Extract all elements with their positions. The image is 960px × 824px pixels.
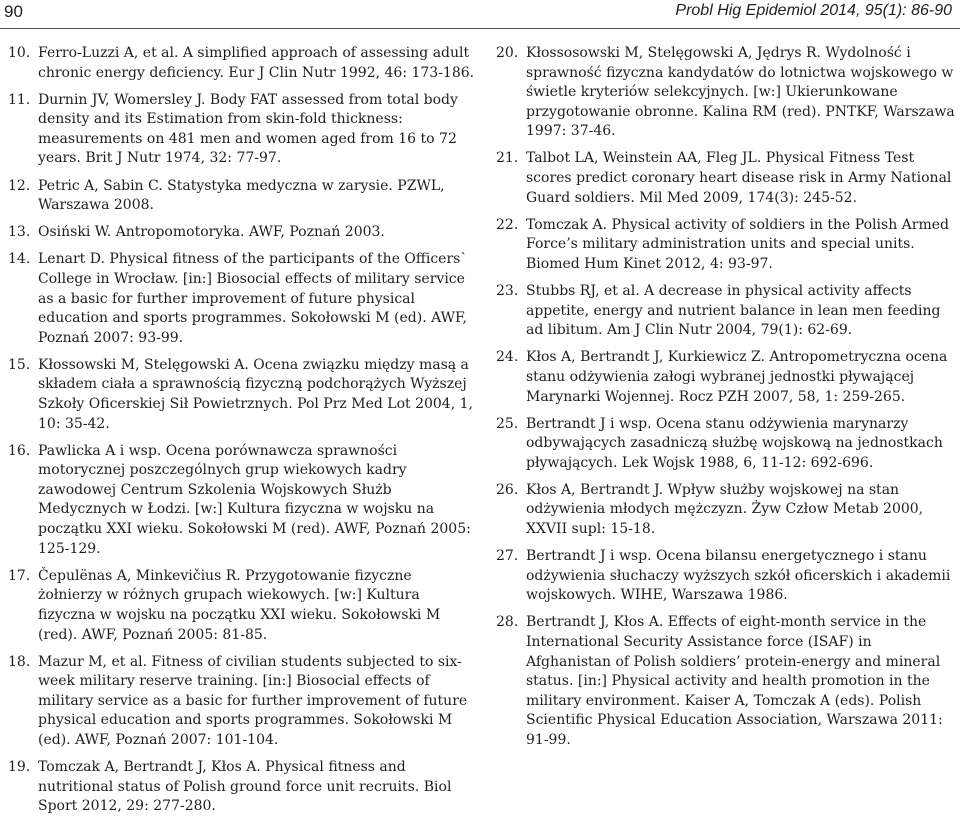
- reference-item: [496, 547, 960, 606]
- references-left-column: [8, 44, 476, 824]
- reference-text: Bertrandt J i wsp. Ocena bilansu energetycznego i stanu odżywienia słuchaczy wyższych szkół oficerskich i akademii wojskowych. WIHE, Warszawa 1986.: [526, 548, 951, 604]
- reference-number: 15.: [8, 356, 31, 373]
- reference-text: Lenart D. Physical fitness of the participants of the Officers` College in Wrocław. [in:] Biosocial effects of military service as a basic for further improvement of future physical education and sports programmes. Sokołowski M (ed). AWF, Poznań 2007: 93-99.: [38, 251, 468, 346]
- reference-number: 18.: [8, 653, 31, 670]
- reference-item: [496, 415, 960, 474]
- page-header: [0, 0, 960, 26]
- reference-item: [8, 44, 476, 83]
- reference-text: Petric A, Sabin C. Statystyka medyczna w zarysie. PZWL, Warszawa 2008.: [38, 177, 445, 214]
- reference-number: 28.: [496, 614, 519, 631]
- reference-text: Kłos A, Bertrandt J, Kurkiewicz Z. Antropometryczna ocena stanu odżywienia załogi wybranej jednostki pływającej Marynarki Wojennej. Rocz PZH 2007, 58, 1: 259-265.: [526, 349, 948, 405]
- reference-text: Bertrandt J, Kłos A. Effects of eight-month service in the International Security Assistance force (ISAF) in Afghanistan of Polish soldiers’ protein-energy and mineral status. [in:] Physical activity and health promotion in the military environment. Kaiser A, Tomczak A (eds). Polish Scientific Physical Education Association, Warszawa 2011: 91-99.: [526, 614, 943, 748]
- reference-item: [496, 44, 960, 142]
- page-number: 90: [4, 2, 23, 21]
- reference-number: 13.: [8, 224, 31, 241]
- reference-item: [8, 223, 476, 243]
- reference-number: 22.: [496, 216, 519, 233]
- reference-text: Stubbs RJ, et al. A decrease in physical activity affects appetite, energy and nutrient balance in lean men feeding ad libitum. Am J Clin Nutr 2004, 79(1): 62-69.: [526, 283, 941, 339]
- reference-number: 23.: [496, 283, 519, 300]
- reference-number: 12.: [8, 177, 31, 194]
- reference-item: [496, 282, 960, 341]
- reference-number: 16.: [8, 442, 31, 459]
- reference-item: [496, 481, 960, 540]
- reference-number: 11.: [8, 91, 31, 108]
- reference-number: 14.: [8, 251, 31, 268]
- reference-number: 20.: [496, 45, 519, 61]
- reference-text: Talbot LA, Weinstein AA, Fleg JL. Physical Fitness Test scores predict coronary heart disease risk in Army National Guard soldiers. Mil Med 2009, 174(3): 245-52.: [526, 150, 952, 206]
- reference-text: Tomczak A. Physical activity of soldiers in the Polish Armed Force’s military administration units and special units. Biomed Hum Kinet 2012, 4: 93-97.: [526, 216, 949, 272]
- reference-text: Čepulënas A, Minkevičius R. Przygotowanie fizyczne żołnierzy w różnych grupach wiekowych. [w:] Kultura fizyczna w wojsku na początku XXI wieku. Sokołowski M (red). AWF, Poznań 2005: 81-85.: [38, 567, 441, 643]
- reference-text: Tomczak A, Bertrandt J, Kłos A. Physical fitness and nutritional status of Polish ground force unit recruits. Biol Sport 2012, 29: 277-280.: [38, 759, 452, 815]
- reference-text: Kłossowski M, Stelęgowski A. Ocena związku między masą a składem ciała a sprawnością fizyczną podchorążych Wyższej Szkoły Oficerskiej Sił Powietrznych. Pol Prz Med Lot 2004, 1, 10: 35-42.: [38, 356, 473, 432]
- references-right-column: [496, 44, 960, 758]
- reference-item: [496, 613, 960, 750]
- reference-text: Durnin JV, Womersley J. Body FAT assessed from total body density and its Estimation from skin-fold thickness: measurements on 481 men and women aged from 16 to 72 years. Brit J Nutr 1974, 32: 77-97.: [38, 91, 458, 167]
- reference-text: Osiński W. Antropomotoryka. AWF, Poznań 2003.: [38, 224, 385, 241]
- reference-number: 21.: [496, 150, 519, 167]
- reference-number: 27.: [496, 548, 519, 565]
- reference-item: [8, 567, 476, 645]
- reference-text: Pawlicka A i wsp. Ocena porównawcza sprawności motorycznej poszczególnych grup wiekowych kadry zawodowej Centrum Szkolenia Wojskowych Służb Medycznych w Łodzi. [w:] Kultura fizyczna w wojsku na początku XXI wieku. Sokołowski M (red). AWF, Poznań 2005: 125-129.: [38, 442, 471, 557]
- reference-item: [8, 653, 476, 751]
- reference-text: Kłossosowski M, Stelęgowski A, Jędrys R. Wydolność i sprawność fizyczna kandydatów do lotnictwa wojskowego w świetle kryteriów selekcyjnych. [w:] Ukierunkowane przygotowanie obronne. Kalina RM (red). PNTKF, Warszawa 1997: 37-46.: [526, 45, 955, 140]
- reference-item: [8, 356, 476, 434]
- reference-number: 24.: [496, 349, 519, 366]
- reference-item: [8, 91, 476, 169]
- reference-item: [8, 442, 476, 560]
- reference-number: 25.: [496, 415, 519, 432]
- journal-citation: Probl Hig Epidemiol 2014, 95(1): 86-90: [675, 2, 952, 19]
- reference-item: [496, 348, 960, 407]
- reference-number: 26.: [496, 481, 519, 498]
- reference-item: [8, 758, 476, 817]
- reference-text: Bertrandt J i wsp. Ocena stanu odżywienia marynarzy odbywających zasadniczą służbę wojskową na jednostkach pływających. Lek Wojsk 1988, 6, 11-12: 692-696.: [526, 415, 943, 471]
- reference-item: [496, 149, 960, 208]
- reference-item: [8, 250, 476, 348]
- header-rule: [0, 28, 960, 29]
- reference-number: 17.: [8, 567, 31, 584]
- reference-text: Kłos A, Bertrandt J. Wpływ służby wojskowej na stan odżywienia młodych mężczyzn. Żyw Człow Metab 2000, XXVII supl: 15-18.: [526, 481, 924, 538]
- reference-number: 10.: [8, 45, 31, 61]
- reference-item: [496, 216, 960, 275]
- reference-text: Mazur M, et al. Fitness of civilian students subjected to six-week military reserve training. [in:] Biosocial effects of military service as a basic for further improvement of future physical education and sports programmes. Sokołowski M (ed). AWF, Poznań 2007: 101-104.: [38, 653, 468, 748]
- reference-item: [8, 177, 476, 216]
- reference-number: 19.: [8, 759, 31, 776]
- reference-text: Ferro-Luzzi A, et al. A simplified approach of assessing adult chronic energy deficiency. Eur J Clin Nutr 1992, 46: 173-186.: [38, 45, 475, 81]
